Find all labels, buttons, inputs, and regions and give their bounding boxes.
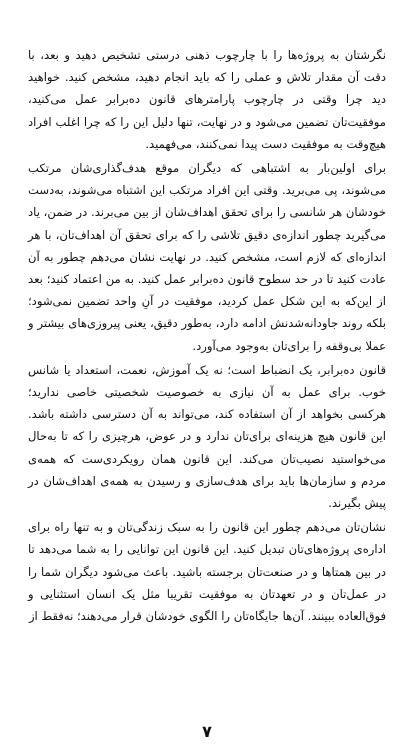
page-number: ۷ [202,722,212,741]
body-text [28,44,386,627]
paragraph-3: قانون ده‌برابر، یک انضباط است؛ نه یک آموزش، نعمت، استعداد یا شانس خوب. برای عمل به آن نیازی به خصوصیت شخصیتی خاصی ندارید؛ هرکسی بخواهد از آن استفاده کند، می‌تواند به آن دسترسی داشته باشد. این قانون هیچ هزینه‌ای برای‌تان ندارد و در عوض، هرچیزی را که تا به‌حال می‌خواستید نصیب‌تان می‌کند. این قانون همان رویکردی‌ست که همه‌ی مردم و سازمان‌ها باید برای هدف‌سازی و رسیدن به همه‌ی اهداف‌شان در پیش بگیرند. [28,362,386,511]
paragraph-1: نگرشتان به پروژه‌ها را با چارچوب ذهنی درستی تشخیص دهید و بعد، با دقت آن مقدار تلاش و عملی را که باید انجام دهید، مشخص کنید. خواهید دید چرا وقتی در چارچوب پارامترهای قانون ده‌برابر عمل می‌کنید، موفقیت‌تان تضمین می‌شود و در نهایت، تنها دلیل این را که چرا اغلب افراد هیچ‌وقت به موفقیت دست پیدا نمی‌کنند، می‌فهمید. [28,48,386,151]
paragraph-4: نشان‌تان می‌دهم چطور این قانون را به سبک زندگی‌تان و به تنها راه برای اداره‌ی پروژه‌های‌تان تبدیل کنید. این قانون این توانایی را به شما می‌دهد تا در بین همتاها و در صنعت‌تان برجسته باشید. باعث می‌شود دیگران شما را در عمل‌تان و در تعهدتان به موفقیت تقریبا مثل یک انسان استثنایی و فوق‌العاده ببینند. آن‌ها جایگاه‌تان را الگوی خودشان قرار می‌دهند؛ نه‌فقط از [28,520,386,624]
paragraph-2: برای اولین‌بار به اشتباهی که دیگران موقع هدف‌گذاری‌شان مرتکب می‌شوند، پی می‌برید. وقتی این افراد مرتکب این اشتباه می‌شوند، به‌دست خودشان هر شانسی را برای تحقق اهداف‌شان از بین می‌برند. در ضمن، یاد می‌گیرید چطور اندازه‌ی دقیق تلاشی را که برای تحقق آن اهداف‌تان، با هر اندازه‌ای که لازم است، مشخص کنید. در نهایت نشان می‌دهم چطور به آن عادت کنید تا در حد سطوح قانون ده‌برابر عمل کنید. به من اعتماد کنید؛ بعد از این‌که به این شکل عمل کردید، موفقیت در آنِ واحد تضمین نمی‌شود؛ بلکه روند جاودانه‌شدنش ادامه دارد، به‌طور دقیق، یعنی پیروزی‌های بیشتر و عملا بی‌وقفه را برای‌تان به‌وجود می‌آورد. [28,161,386,353]
